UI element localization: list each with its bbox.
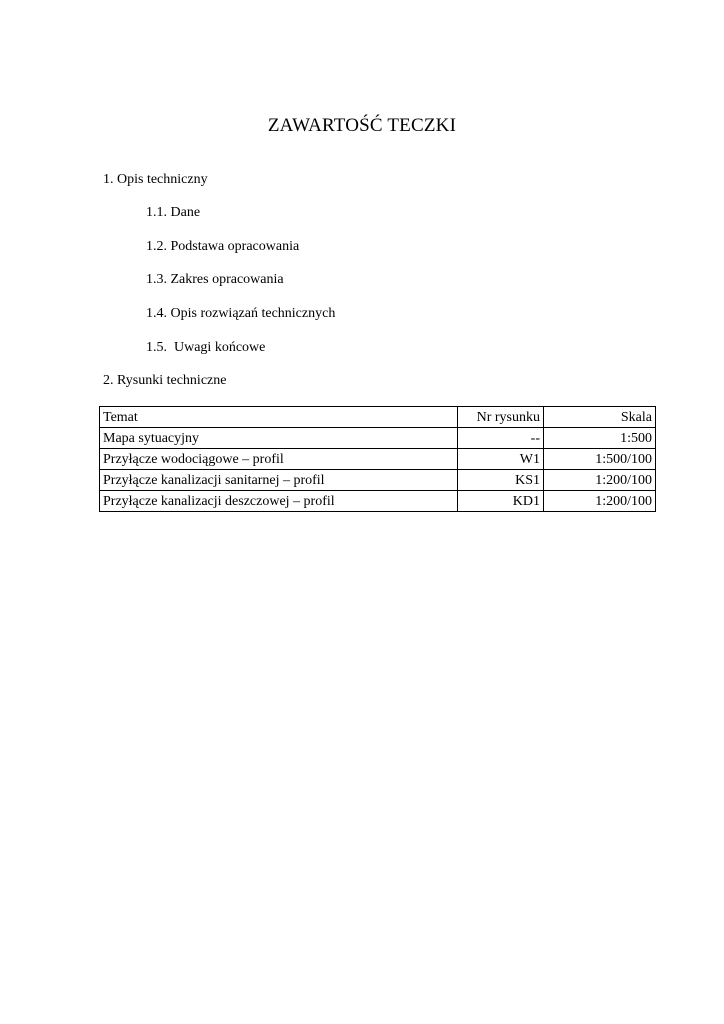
subsection-dane: 1.1. Dane <box>146 205 201 220</box>
table-row <box>100 428 656 449</box>
cell-skala: 1:500 <box>544 428 656 449</box>
table-row <box>100 470 656 491</box>
cell-temat: Przyłącze wodociągowe – profil <box>100 449 458 470</box>
subsection-uwagi-koncowe: 1.5. Uwagi końcowe <box>146 340 266 355</box>
cell-skala: 1:200/100 <box>544 491 656 512</box>
subsection-zakres-opracowania: 1.3. Zakres opracowania <box>146 272 284 287</box>
subsection-podstawa-opracowania: 1.2. Podstawa opracowania <box>146 239 300 254</box>
subsection-opis-rozwiazan: 1.4. Opis rozwiązań technicznych <box>146 306 336 321</box>
cell-temat: Przyłącze kanalizacji sanitarnej – profil <box>100 470 458 491</box>
table-header-row <box>100 407 656 428</box>
cell-nr-rysunku: W1 <box>458 449 544 470</box>
cell-nr-rysunku: -- <box>458 428 544 449</box>
header-nr-rysunku: Nr rysunku <box>458 407 544 428</box>
cell-skala: 1:200/100 <box>544 470 656 491</box>
cell-nr-rysunku: KS1 <box>458 470 544 491</box>
drawings-table <box>99 406 656 512</box>
header-temat: Temat <box>100 407 458 428</box>
table-row <box>100 491 656 512</box>
section-heading-opis-techniczny: 1. Opis techniczny <box>103 172 208 187</box>
cell-nr-rysunku: KD1 <box>458 491 544 512</box>
cell-temat: Przyłącze kanalizacji deszczowej – profil <box>100 491 458 512</box>
section-heading-rysunki-techniczne: 2. Rysunki techniczne <box>103 373 227 388</box>
header-skala: Skala <box>544 407 656 428</box>
cell-skala: 1:500/100 <box>544 449 656 470</box>
table-row <box>100 449 656 470</box>
page-title: ZAWARTOŚĆ TECZKI <box>267 115 457 136</box>
cell-temat: Mapa sytuacyjny <box>100 428 458 449</box>
